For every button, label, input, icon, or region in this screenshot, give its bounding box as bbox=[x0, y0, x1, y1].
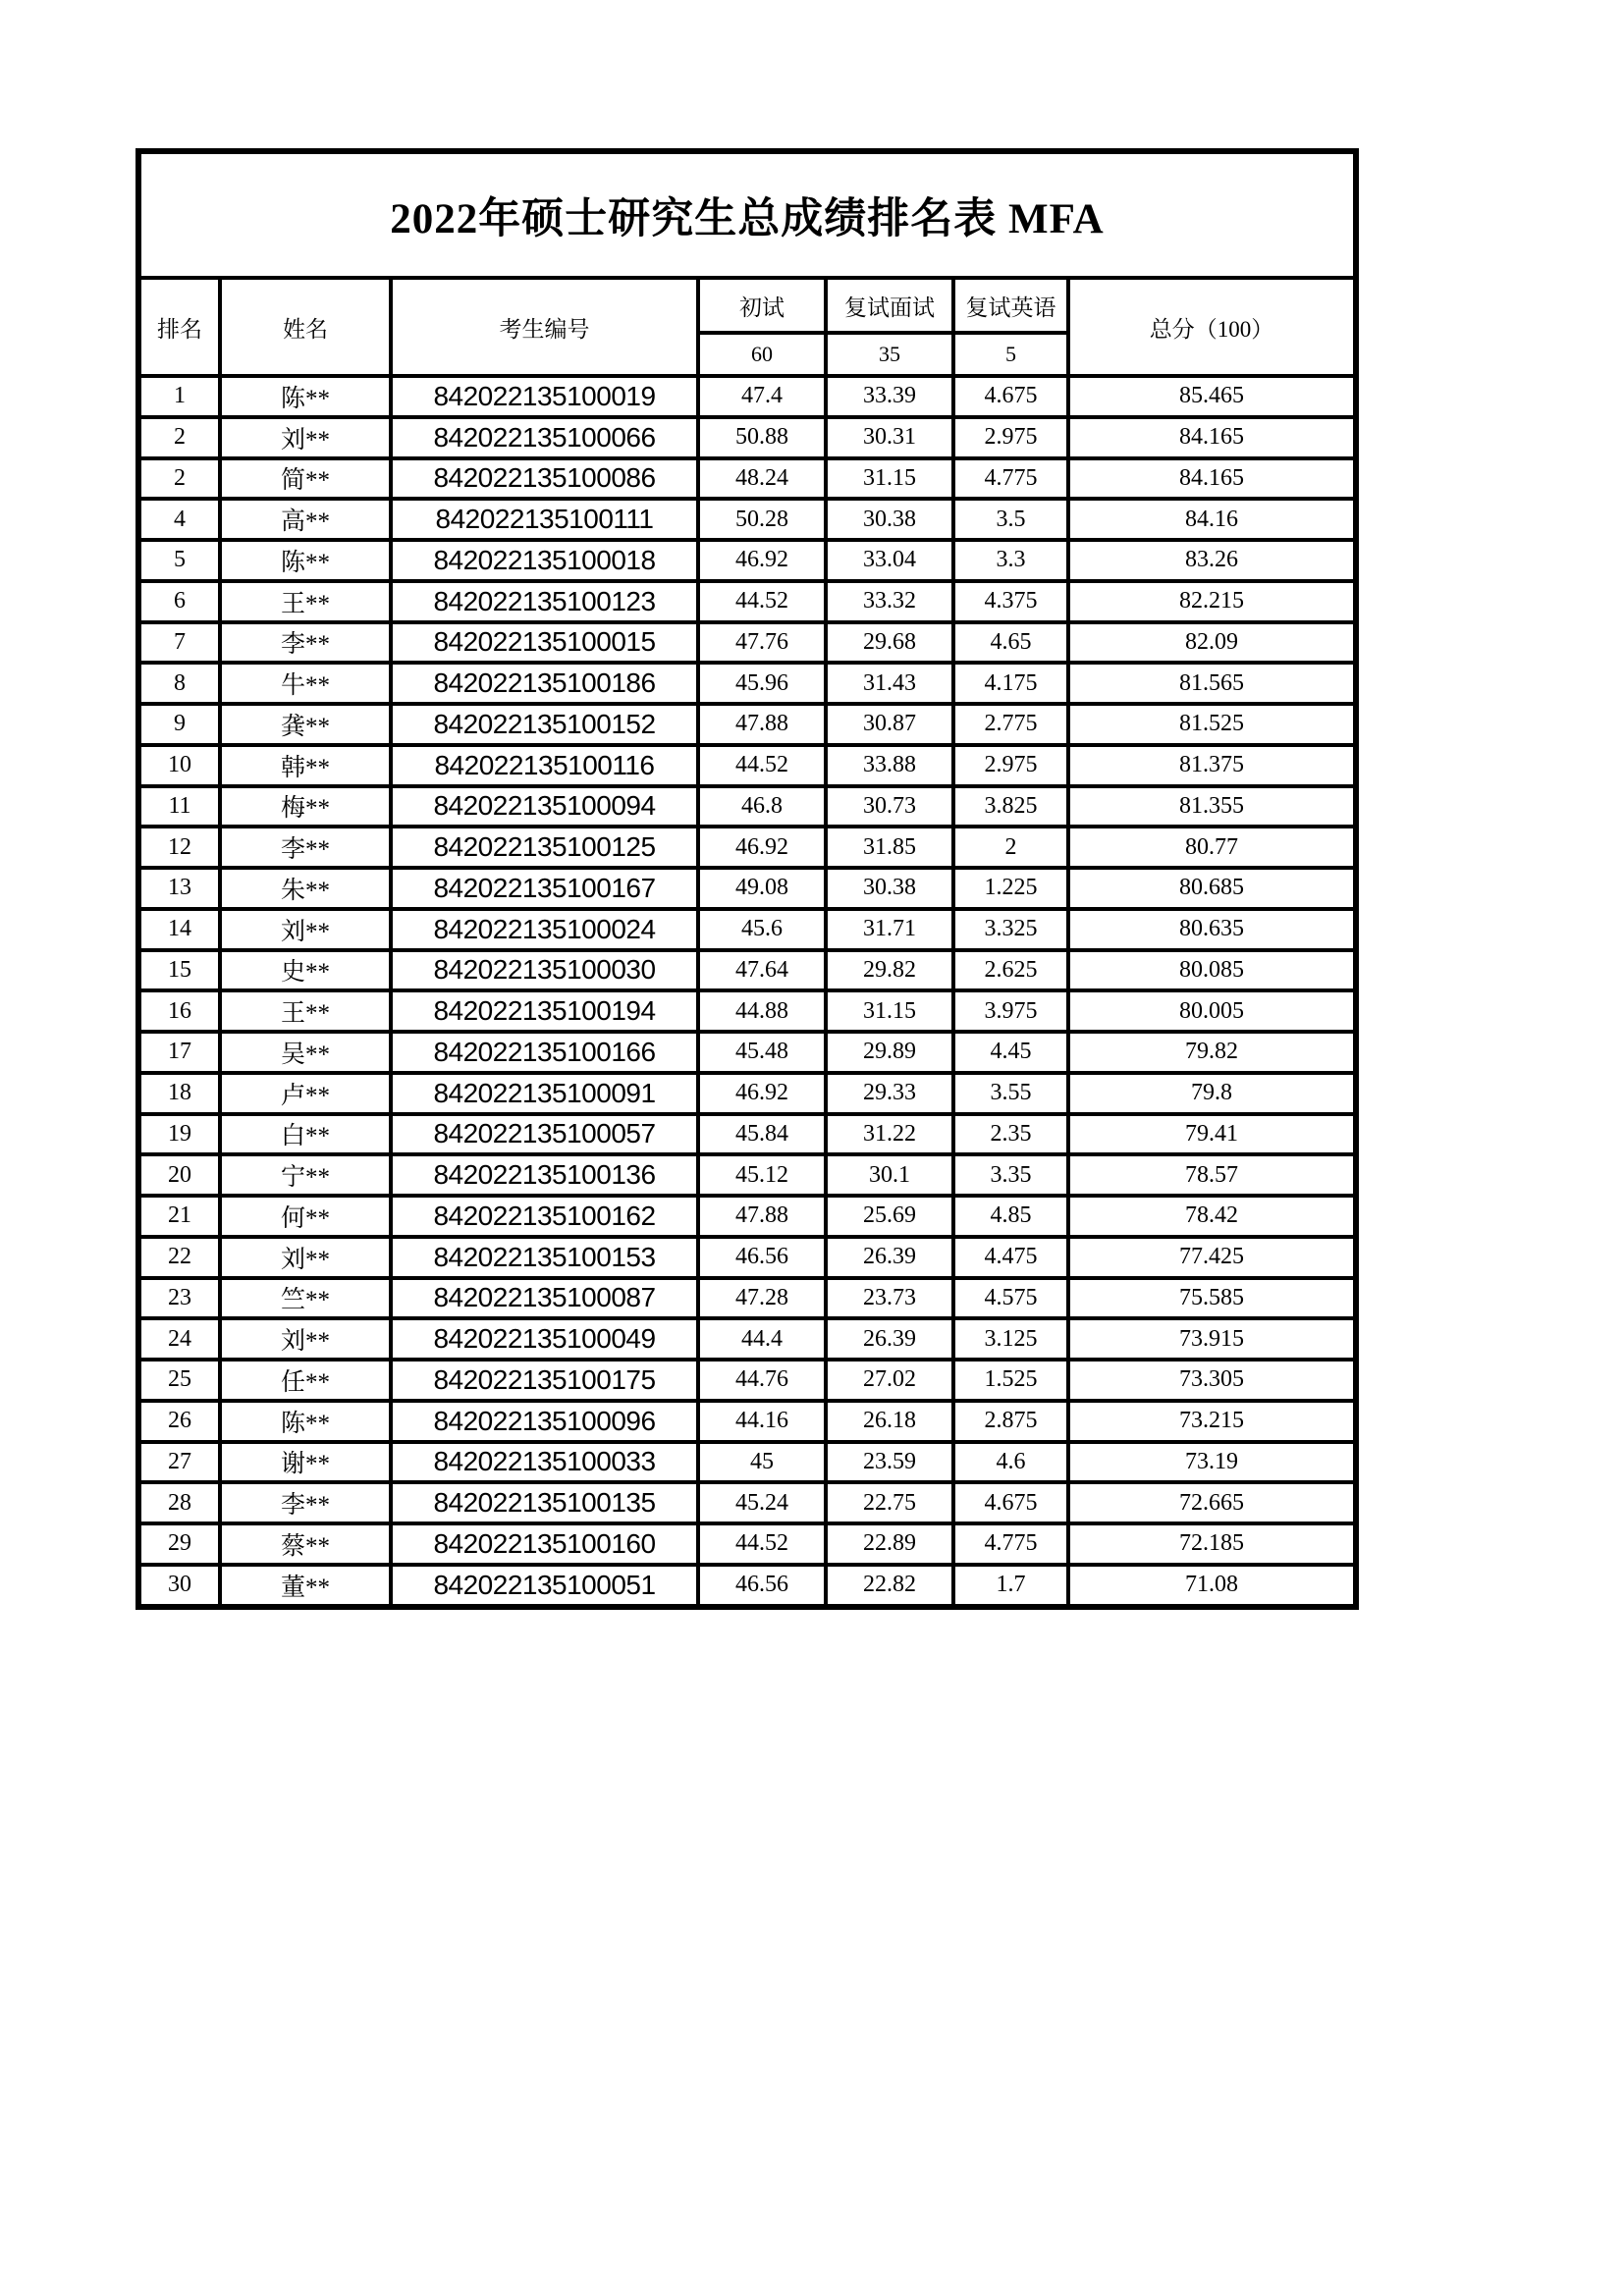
total-score-cell: 73.915 bbox=[1068, 1318, 1356, 1360]
initial-score-cell: 47.88 bbox=[698, 704, 826, 745]
rank-cell: 8 bbox=[138, 663, 220, 704]
interview-score-cell: 29.82 bbox=[826, 950, 953, 991]
interview-score-cell: 30.31 bbox=[826, 417, 953, 458]
english-score-cell: 3.825 bbox=[953, 786, 1068, 828]
initial-score-cell: 44.52 bbox=[698, 745, 826, 786]
interview-score-cell: 29.33 bbox=[826, 1073, 953, 1114]
candidate-id-cell: 842022135100024 bbox=[391, 909, 698, 950]
table-row bbox=[138, 1154, 1356, 1196]
rank-cell: 12 bbox=[138, 827, 220, 868]
rank-cell: 11 bbox=[138, 786, 220, 828]
interview-score-cell: 31.43 bbox=[826, 663, 953, 704]
initial-score-cell: 44.52 bbox=[698, 581, 826, 622]
initial-score-cell: 50.28 bbox=[698, 499, 826, 540]
table-row bbox=[138, 499, 1356, 540]
max-score-retest-interview: 35 bbox=[826, 333, 953, 376]
interview-score-cell: 26.39 bbox=[826, 1237, 953, 1278]
rank-cell: 1 bbox=[138, 376, 220, 417]
interview-score-cell: 30.38 bbox=[826, 868, 953, 909]
initial-score-cell: 44.88 bbox=[698, 990, 826, 1032]
english-score-cell: 4.375 bbox=[953, 581, 1068, 622]
table-row bbox=[138, 1237, 1356, 1278]
table-row bbox=[138, 827, 1356, 868]
initial-score-cell: 47.64 bbox=[698, 950, 826, 991]
header-row-main bbox=[138, 278, 1356, 333]
initial-score-cell: 44.76 bbox=[698, 1360, 826, 1401]
english-score-cell: 4.575 bbox=[953, 1278, 1068, 1319]
english-score-cell: 2 bbox=[953, 827, 1068, 868]
total-score-cell: 78.57 bbox=[1068, 1154, 1356, 1196]
name-cell: 吴** bbox=[220, 1032, 391, 1073]
candidate-id-cell: 842022135100051 bbox=[391, 1565, 698, 1607]
english-score-cell: 2.625 bbox=[953, 950, 1068, 991]
initial-score-cell: 47.76 bbox=[698, 622, 826, 664]
table-row bbox=[138, 458, 1356, 500]
name-cell: 何** bbox=[220, 1196, 391, 1237]
name-cell: 陈** bbox=[220, 1401, 391, 1442]
candidate-id-cell: 842022135100091 bbox=[391, 1073, 698, 1114]
total-score-cell: 73.305 bbox=[1068, 1360, 1356, 1401]
name-cell: 刘** bbox=[220, 417, 391, 458]
initial-score-cell: 45.96 bbox=[698, 663, 826, 704]
table-row bbox=[138, 990, 1356, 1032]
total-score-cell: 83.26 bbox=[1068, 540, 1356, 581]
candidate-id-cell: 842022135100111 bbox=[391, 499, 698, 540]
candidate-id-cell: 842022135100162 bbox=[391, 1196, 698, 1237]
col-header-name: 姓名 bbox=[220, 278, 391, 376]
table-row bbox=[138, 950, 1356, 991]
total-score-cell: 81.565 bbox=[1068, 663, 1356, 704]
candidate-id-cell: 842022135100018 bbox=[391, 540, 698, 581]
candidate-id-cell: 842022135100015 bbox=[391, 622, 698, 664]
name-cell: 董** bbox=[220, 1565, 391, 1607]
rank-cell: 2 bbox=[138, 458, 220, 500]
total-score-cell: 77.425 bbox=[1068, 1237, 1356, 1278]
rank-cell: 2 bbox=[138, 417, 220, 458]
total-score-cell: 71.08 bbox=[1068, 1565, 1356, 1607]
english-score-cell: 4.475 bbox=[953, 1237, 1068, 1278]
english-score-cell: 4.775 bbox=[953, 1523, 1068, 1565]
table-row bbox=[138, 868, 1356, 909]
total-score-cell: 72.185 bbox=[1068, 1523, 1356, 1565]
english-score-cell: 2.35 bbox=[953, 1114, 1068, 1155]
candidate-id-cell: 842022135100135 bbox=[391, 1482, 698, 1523]
english-score-cell: 3.125 bbox=[953, 1318, 1068, 1360]
col-header-candidate-id: 考生编号 bbox=[391, 278, 698, 376]
interview-score-cell: 30.38 bbox=[826, 499, 953, 540]
english-score-cell: 4.775 bbox=[953, 458, 1068, 500]
candidate-id-cell: 842022135100175 bbox=[391, 1360, 698, 1401]
candidate-id-cell: 842022135100033 bbox=[391, 1442, 698, 1483]
total-score-cell: 82.215 bbox=[1068, 581, 1356, 622]
total-score-cell: 73.215 bbox=[1068, 1401, 1356, 1442]
table-row bbox=[138, 1114, 1356, 1155]
name-cell: 卢** bbox=[220, 1073, 391, 1114]
candidate-id-cell: 842022135100057 bbox=[391, 1114, 698, 1155]
name-cell: 宁** bbox=[220, 1154, 391, 1196]
name-cell: 李** bbox=[220, 1482, 391, 1523]
total-score-cell: 80.085 bbox=[1068, 950, 1356, 991]
interview-score-cell: 33.88 bbox=[826, 745, 953, 786]
interview-score-cell: 31.15 bbox=[826, 458, 953, 500]
initial-score-cell: 50.88 bbox=[698, 417, 826, 458]
candidate-id-cell: 842022135100186 bbox=[391, 663, 698, 704]
max-score-initial-exam: 60 bbox=[698, 333, 826, 376]
rank-cell: 4 bbox=[138, 499, 220, 540]
english-score-cell: 4.65 bbox=[953, 622, 1068, 664]
english-score-cell: 3.325 bbox=[953, 909, 1068, 950]
name-cell: 李** bbox=[220, 622, 391, 664]
interview-score-cell: 29.89 bbox=[826, 1032, 953, 1073]
rank-cell: 18 bbox=[138, 1073, 220, 1114]
candidate-id-cell: 842022135100125 bbox=[391, 827, 698, 868]
interview-score-cell: 30.87 bbox=[826, 704, 953, 745]
table-row bbox=[138, 540, 1356, 581]
interview-score-cell: 33.39 bbox=[826, 376, 953, 417]
table-row bbox=[138, 581, 1356, 622]
english-score-cell: 2.775 bbox=[953, 704, 1068, 745]
total-score-cell: 81.375 bbox=[1068, 745, 1356, 786]
table-row bbox=[138, 1073, 1356, 1114]
name-cell: 韩** bbox=[220, 745, 391, 786]
candidate-id-cell: 842022135100030 bbox=[391, 950, 698, 991]
total-score-cell: 80.635 bbox=[1068, 909, 1356, 950]
total-score-cell: 81.355 bbox=[1068, 786, 1356, 828]
name-cell: 陈** bbox=[220, 540, 391, 581]
initial-score-cell: 46.56 bbox=[698, 1237, 826, 1278]
english-score-cell: 3.55 bbox=[953, 1073, 1068, 1114]
candidate-id-cell: 842022135100086 bbox=[391, 458, 698, 500]
name-cell: 谢** bbox=[220, 1442, 391, 1483]
initial-score-cell: 45.48 bbox=[698, 1032, 826, 1073]
rank-cell: 6 bbox=[138, 581, 220, 622]
table-row bbox=[138, 1442, 1356, 1483]
table-row bbox=[138, 1401, 1356, 1442]
name-cell: 刘** bbox=[220, 909, 391, 950]
table-row bbox=[138, 622, 1356, 664]
candidate-id-cell: 842022135100049 bbox=[391, 1318, 698, 1360]
english-score-cell: 1.7 bbox=[953, 1565, 1068, 1607]
interview-score-cell: 31.85 bbox=[826, 827, 953, 868]
total-score-cell: 79.8 bbox=[1068, 1073, 1356, 1114]
rank-cell: 29 bbox=[138, 1523, 220, 1565]
english-score-cell: 4.175 bbox=[953, 663, 1068, 704]
candidate-id-cell: 842022135100166 bbox=[391, 1032, 698, 1073]
col-header-retest-interview: 复试面试 bbox=[826, 278, 953, 333]
total-score-cell: 81.525 bbox=[1068, 704, 1356, 745]
initial-score-cell: 46.92 bbox=[698, 827, 826, 868]
total-score-cell: 84.165 bbox=[1068, 458, 1356, 500]
candidate-id-cell: 842022135100066 bbox=[391, 417, 698, 458]
name-cell: 李** bbox=[220, 827, 391, 868]
col-header-initial-exam: 初试 bbox=[698, 278, 826, 333]
total-score-cell: 75.585 bbox=[1068, 1278, 1356, 1319]
english-score-cell: 4.6 bbox=[953, 1442, 1068, 1483]
total-score-cell: 78.42 bbox=[1068, 1196, 1356, 1237]
name-cell: 白** bbox=[220, 1114, 391, 1155]
rank-cell: 30 bbox=[138, 1565, 220, 1607]
col-header-total: 总分（100） bbox=[1068, 278, 1356, 376]
table-row bbox=[138, 786, 1356, 828]
interview-score-cell: 31.22 bbox=[826, 1114, 953, 1155]
english-score-cell: 4.675 bbox=[953, 1482, 1068, 1523]
table-row bbox=[138, 1482, 1356, 1523]
rank-cell: 15 bbox=[138, 950, 220, 991]
total-score-cell: 85.465 bbox=[1068, 376, 1356, 417]
table-row bbox=[138, 1278, 1356, 1319]
english-score-cell: 3.35 bbox=[953, 1154, 1068, 1196]
rank-cell: 28 bbox=[138, 1482, 220, 1523]
name-cell: 蔡** bbox=[220, 1523, 391, 1565]
total-score-cell: 73.19 bbox=[1068, 1442, 1356, 1483]
table-row bbox=[138, 1360, 1356, 1401]
english-score-cell: 3.5 bbox=[953, 499, 1068, 540]
rank-cell: 25 bbox=[138, 1360, 220, 1401]
initial-score-cell: 48.24 bbox=[698, 458, 826, 500]
rank-cell: 26 bbox=[138, 1401, 220, 1442]
initial-score-cell: 46.8 bbox=[698, 786, 826, 828]
initial-score-cell: 47.28 bbox=[698, 1278, 826, 1319]
candidate-id-cell: 842022135100152 bbox=[391, 704, 698, 745]
rank-cell: 13 bbox=[138, 868, 220, 909]
name-cell: 龚** bbox=[220, 704, 391, 745]
candidate-id-cell: 842022135100123 bbox=[391, 581, 698, 622]
max-score-retest-english: 5 bbox=[953, 333, 1068, 376]
english-score-cell: 4.675 bbox=[953, 376, 1068, 417]
name-cell: 高** bbox=[220, 499, 391, 540]
total-score-cell: 84.16 bbox=[1068, 499, 1356, 540]
initial-score-cell: 44.52 bbox=[698, 1523, 826, 1565]
rank-cell: 27 bbox=[138, 1442, 220, 1483]
title-row bbox=[138, 151, 1356, 278]
initial-score-cell: 46.92 bbox=[698, 540, 826, 581]
interview-score-cell: 30.73 bbox=[826, 786, 953, 828]
table-row bbox=[138, 1318, 1356, 1360]
english-score-cell: 1.525 bbox=[953, 1360, 1068, 1401]
candidate-id-cell: 842022135100136 bbox=[391, 1154, 698, 1196]
candidate-id-cell: 842022135100153 bbox=[391, 1237, 698, 1278]
english-score-cell: 2.875 bbox=[953, 1401, 1068, 1442]
initial-score-cell: 45.6 bbox=[698, 909, 826, 950]
rank-cell: 14 bbox=[138, 909, 220, 950]
table-row bbox=[138, 376, 1356, 417]
interview-score-cell: 33.32 bbox=[826, 581, 953, 622]
english-score-cell: 3.3 bbox=[953, 540, 1068, 581]
page-title: 2022年硕士研究生总成绩排名表 MFA bbox=[138, 151, 1356, 278]
initial-score-cell: 49.08 bbox=[698, 868, 826, 909]
rank-cell: 17 bbox=[138, 1032, 220, 1073]
name-cell: 竺** bbox=[220, 1278, 391, 1319]
candidate-id-cell: 842022135100116 bbox=[391, 745, 698, 786]
initial-score-cell: 46.92 bbox=[698, 1073, 826, 1114]
name-cell: 陈** bbox=[220, 376, 391, 417]
initial-score-cell: 44.4 bbox=[698, 1318, 826, 1360]
interview-score-cell: 22.75 bbox=[826, 1482, 953, 1523]
candidate-id-cell: 842022135100096 bbox=[391, 1401, 698, 1442]
english-score-cell: 2.975 bbox=[953, 417, 1068, 458]
interview-score-cell: 22.89 bbox=[826, 1523, 953, 1565]
interview-score-cell: 26.18 bbox=[826, 1401, 953, 1442]
interview-score-cell: 31.15 bbox=[826, 990, 953, 1032]
col-header-rank: 排名 bbox=[138, 278, 220, 376]
initial-score-cell: 46.56 bbox=[698, 1565, 826, 1607]
interview-score-cell: 22.82 bbox=[826, 1565, 953, 1607]
english-score-cell: 3.975 bbox=[953, 990, 1068, 1032]
table-row bbox=[138, 417, 1356, 458]
english-score-cell: 2.975 bbox=[953, 745, 1068, 786]
initial-score-cell: 45.24 bbox=[698, 1482, 826, 1523]
candidate-id-cell: 842022135100087 bbox=[391, 1278, 698, 1319]
interview-score-cell: 29.68 bbox=[826, 622, 953, 664]
rank-cell: 21 bbox=[138, 1196, 220, 1237]
interview-score-cell: 25.69 bbox=[826, 1196, 953, 1237]
name-cell: 史** bbox=[220, 950, 391, 991]
table-body bbox=[138, 376, 1356, 1607]
col-header-retest-english: 复试英语 bbox=[953, 278, 1068, 333]
score-table bbox=[135, 148, 1359, 1610]
name-cell: 牛** bbox=[220, 663, 391, 704]
candidate-id-cell: 842022135100194 bbox=[391, 990, 698, 1032]
rank-cell: 5 bbox=[138, 540, 220, 581]
table-row bbox=[138, 663, 1356, 704]
table-row bbox=[138, 1565, 1356, 1607]
rank-cell: 19 bbox=[138, 1114, 220, 1155]
interview-score-cell: 23.59 bbox=[826, 1442, 953, 1483]
candidate-id-cell: 842022135100160 bbox=[391, 1523, 698, 1565]
interview-score-cell: 30.1 bbox=[826, 1154, 953, 1196]
name-cell: 王** bbox=[220, 990, 391, 1032]
english-score-cell: 4.85 bbox=[953, 1196, 1068, 1237]
rank-cell: 24 bbox=[138, 1318, 220, 1360]
total-score-cell: 79.41 bbox=[1068, 1114, 1356, 1155]
name-cell: 刘** bbox=[220, 1318, 391, 1360]
candidate-id-cell: 842022135100167 bbox=[391, 868, 698, 909]
interview-score-cell: 27.02 bbox=[826, 1360, 953, 1401]
name-cell: 王** bbox=[220, 581, 391, 622]
total-score-cell: 80.005 bbox=[1068, 990, 1356, 1032]
table-row bbox=[138, 704, 1356, 745]
total-score-cell: 72.665 bbox=[1068, 1482, 1356, 1523]
interview-score-cell: 33.04 bbox=[826, 540, 953, 581]
rank-cell: 7 bbox=[138, 622, 220, 664]
interview-score-cell: 23.73 bbox=[826, 1278, 953, 1319]
english-score-cell: 4.45 bbox=[953, 1032, 1068, 1073]
interview-score-cell: 26.39 bbox=[826, 1318, 953, 1360]
rank-cell: 22 bbox=[138, 1237, 220, 1278]
initial-score-cell: 47.4 bbox=[698, 376, 826, 417]
initial-score-cell: 44.16 bbox=[698, 1401, 826, 1442]
interview-score-cell: 31.71 bbox=[826, 909, 953, 950]
candidate-id-cell: 842022135100094 bbox=[391, 786, 698, 828]
total-score-cell: 84.165 bbox=[1068, 417, 1356, 458]
name-cell: 朱** bbox=[220, 868, 391, 909]
initial-score-cell: 45.84 bbox=[698, 1114, 826, 1155]
english-score-cell: 1.225 bbox=[953, 868, 1068, 909]
initial-score-cell: 45 bbox=[698, 1442, 826, 1483]
name-cell: 任** bbox=[220, 1360, 391, 1401]
total-score-cell: 80.77 bbox=[1068, 827, 1356, 868]
total-score-cell: 80.685 bbox=[1068, 868, 1356, 909]
total-score-cell: 82.09 bbox=[1068, 622, 1356, 664]
table-row bbox=[138, 1032, 1356, 1073]
rank-cell: 9 bbox=[138, 704, 220, 745]
name-cell: 刘** bbox=[220, 1237, 391, 1278]
table-row bbox=[138, 909, 1356, 950]
table-row bbox=[138, 1523, 1356, 1565]
initial-score-cell: 47.88 bbox=[698, 1196, 826, 1237]
rank-cell: 10 bbox=[138, 745, 220, 786]
name-cell: 简** bbox=[220, 458, 391, 500]
rank-cell: 23 bbox=[138, 1278, 220, 1319]
rank-cell: 20 bbox=[138, 1154, 220, 1196]
name-cell: 梅** bbox=[220, 786, 391, 828]
initial-score-cell: 45.12 bbox=[698, 1154, 826, 1196]
rank-cell: 16 bbox=[138, 990, 220, 1032]
candidate-id-cell: 842022135100019 bbox=[391, 376, 698, 417]
total-score-cell: 79.82 bbox=[1068, 1032, 1356, 1073]
table-row bbox=[138, 745, 1356, 786]
table-row bbox=[138, 1196, 1356, 1237]
